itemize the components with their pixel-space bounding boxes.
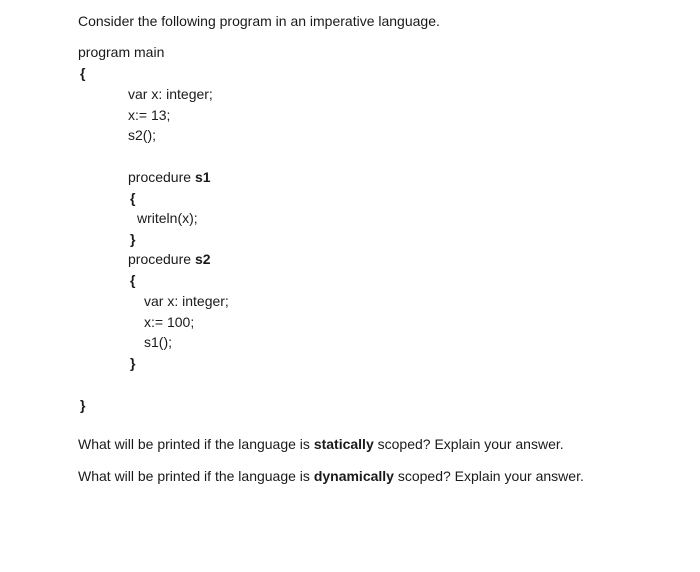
s2-assignment: x:= 100;	[144, 314, 195, 330]
procedure-s1-header	[128, 168, 211, 186]
question-static-scope	[78, 435, 564, 453]
intro-text: Consider the following program in an imperative language.	[78, 13, 440, 29]
procedure-name-s2: s2	[194, 251, 211, 267]
procedure-keyword: procedure	[128, 169, 195, 185]
question-dynamic-scope	[78, 467, 584, 485]
procedure-s2-header	[128, 250, 211, 268]
procedure-keyword: procedure	[128, 251, 195, 267]
s2-close-brace: }	[130, 355, 136, 371]
s2-call-s1: s1();	[144, 334, 172, 350]
question-emphasis: statically	[313, 436, 374, 452]
s1-body-writeln: writeln(x);	[137, 210, 198, 226]
question-emphasis: dynamically	[313, 468, 394, 484]
main-var-declaration: var x: integer;	[128, 86, 213, 102]
main-close-brace: }	[80, 397, 86, 413]
program-header: program main	[78, 44, 165, 60]
question-text: What will be printed if the language is	[78, 468, 314, 484]
s1-open-brace: {	[130, 190, 136, 206]
main-open-brace: {	[80, 65, 86, 81]
question-text: What will be printed if the language is	[78, 436, 314, 452]
s2-open-brace: {	[130, 272, 136, 288]
procedure-name-s1: s1	[194, 169, 211, 185]
s1-close-brace: }	[130, 231, 136, 247]
main-call-s2: s2();	[128, 127, 156, 143]
s2-var-declaration: var x: integer;	[144, 293, 229, 309]
main-assignment: x:= 13;	[128, 107, 171, 123]
question-text: scoped? Explain your answer.	[373, 436, 564, 452]
question-text: scoped? Explain your answer.	[393, 468, 584, 484]
